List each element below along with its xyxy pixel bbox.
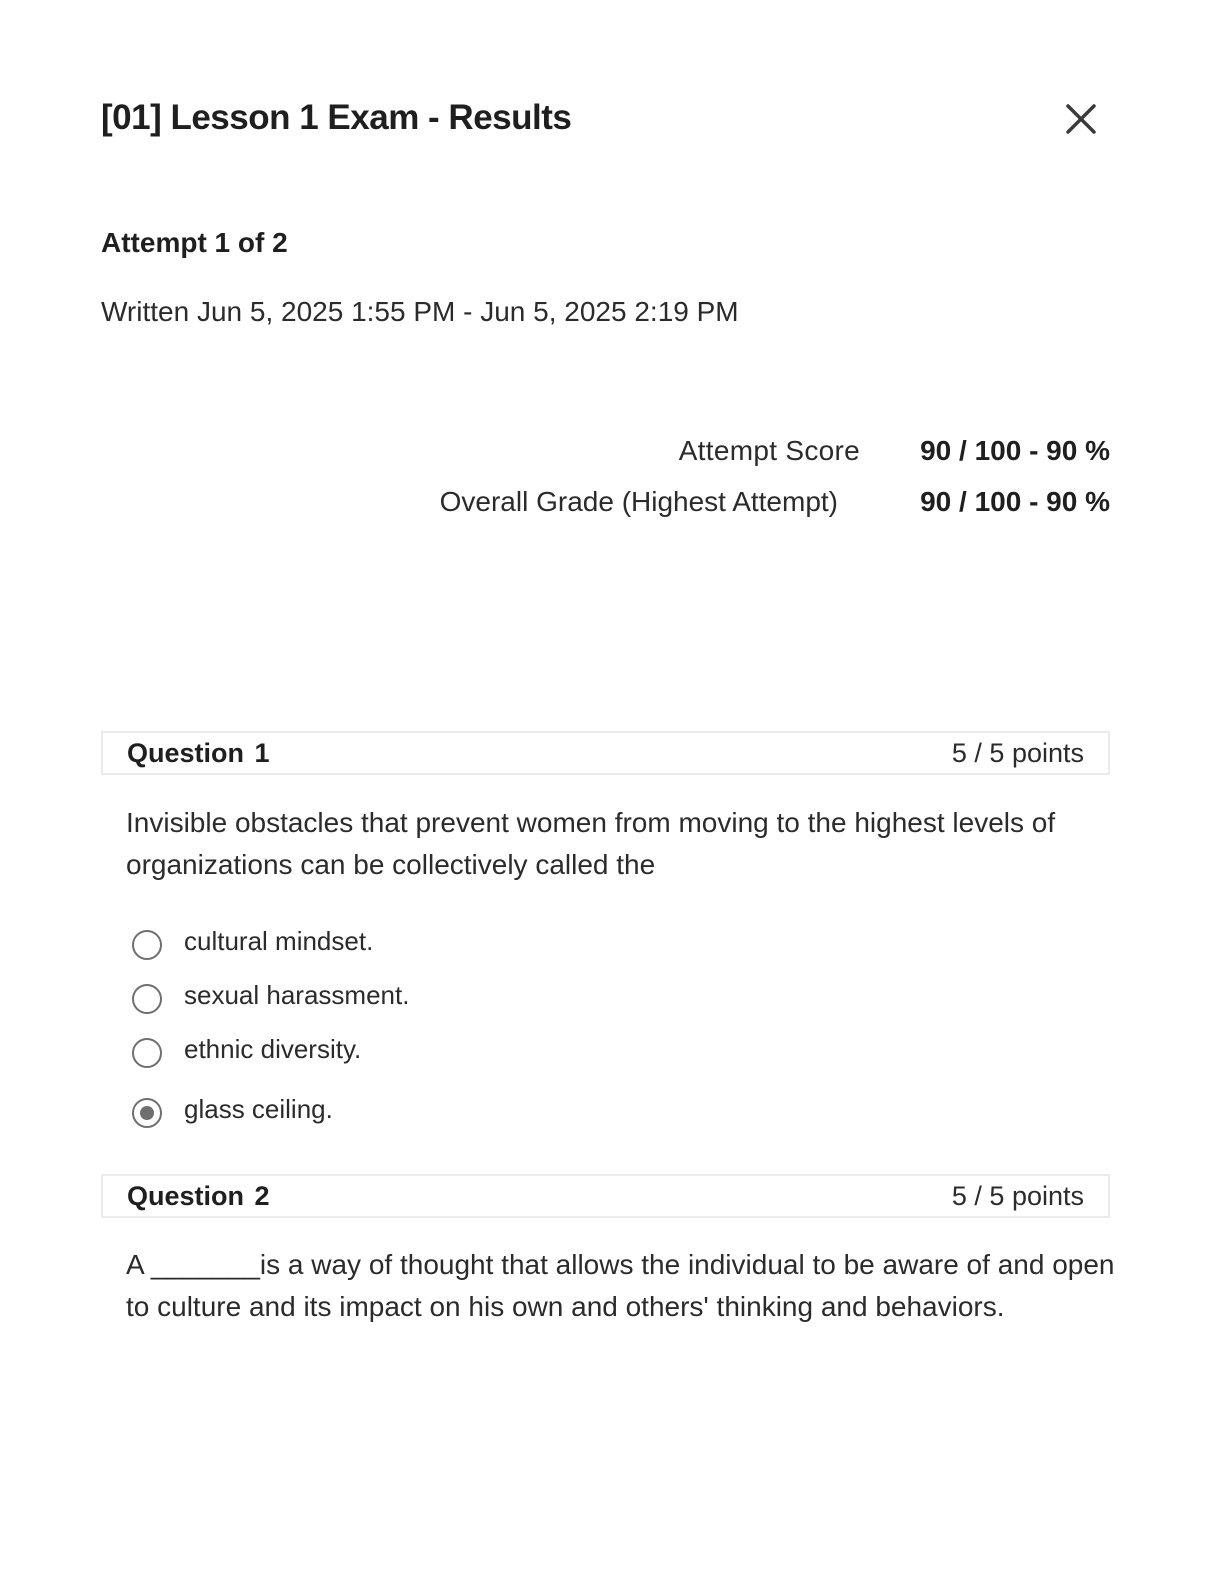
close-icon [1058, 96, 1104, 142]
attempt-score-row [679, 434, 1110, 468]
question-number: Question 1 [127, 737, 270, 768]
answer-option-label: glass ceiling. [184, 1094, 333, 1124]
answer-option-selected[interactable] [132, 1092, 333, 1126]
question-header [101, 1174, 1110, 1218]
close-button[interactable] [1058, 96, 1104, 142]
answer-option[interactable] [132, 1032, 361, 1066]
radio-button-selected[interactable] [132, 1098, 162, 1128]
overall-grade-label: Overall Grade (Highest Attempt) [439, 486, 838, 517]
overall-grade-row [440, 485, 1110, 519]
question-header [101, 731, 1110, 775]
radio-button[interactable] [132, 930, 162, 960]
question-text: Invisible obstacles that prevent women from moving to the highest levels of organizations can be collectively called the [126, 807, 1056, 880]
attempt-score-value: 90 / 100 - 90 % [920, 435, 1110, 466]
radio-button[interactable] [132, 984, 162, 1014]
answer-option-label: cultural mindset. [184, 926, 374, 956]
attempt-score-label: Attempt Score [678, 435, 860, 466]
answer-option-label: ethnic diversity. [184, 1034, 362, 1064]
radio-button[interactable] [132, 1038, 162, 1068]
answer-option[interactable] [132, 924, 373, 958]
answer-option[interactable] [132, 978, 409, 1012]
question-points: 5 / 5 points [951, 737, 1084, 768]
attempt-heading: Attempt 1 of 2 [101, 227, 288, 258]
question-number: Question 2 [127, 1180, 270, 1211]
written-timestamp: Written Jun 5, 2025 1:55 PM - Jun 5, 2025 2:19 PM [101, 296, 739, 327]
question-text: A _______is a way of thought that allows the individual to be aware of and open to culture and its impact on his own and others' thinking and behaviors. [126, 1249, 1115, 1322]
page-title: [01] Lesson 1 Exam - Results [101, 98, 572, 137]
overall-grade-value: 90 / 100 - 90 % [920, 486, 1110, 517]
answer-option-label: sexual harassment. [184, 980, 410, 1010]
question-points: 5 / 5 points [951, 1180, 1084, 1211]
